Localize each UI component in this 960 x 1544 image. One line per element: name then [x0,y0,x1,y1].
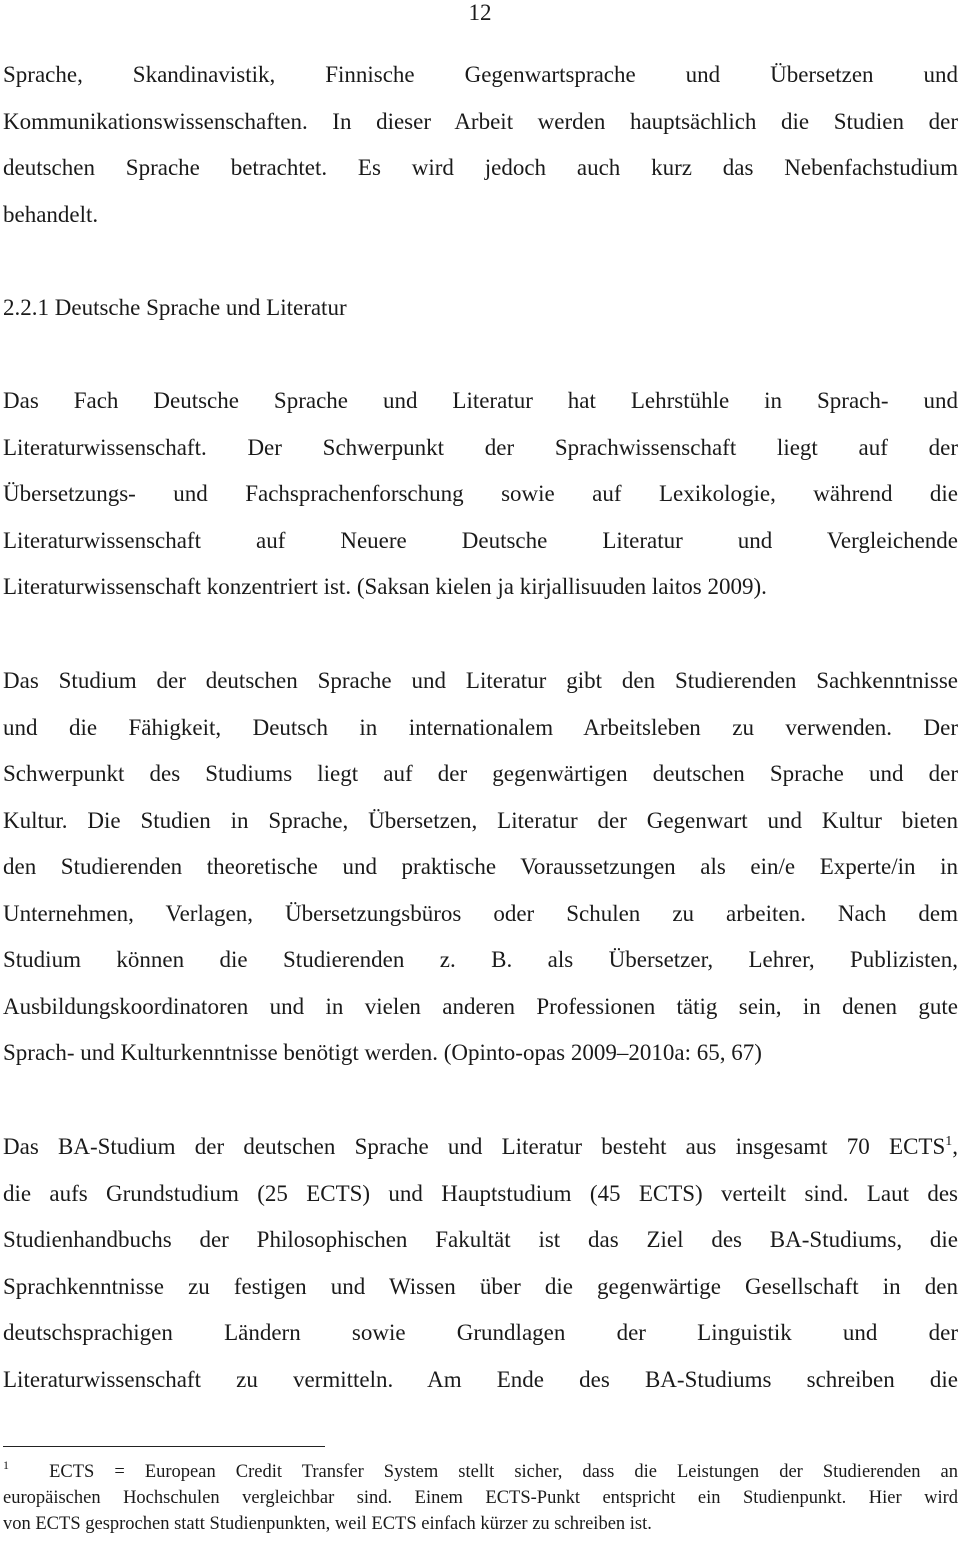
paragraph-4 [3,1124,958,1403]
paragraph-3 [3,658,958,1077]
text-segment: , [952,1134,958,1159]
footnote [3,1459,958,1537]
text-line: Schwerpunkt des Studiums liegt auf der gegenwärtigen deutschen Sprache und der [3,761,958,786]
text-line: Kultur. Die Studien in Sprache, Übersetzen, Literatur der Gegenwart und Kultur bieten [3,807,958,833]
text-line: Literaturwissenschaft. Der Schwerpunkt der Sprachwissenschaft liegt auf der [3,434,958,460]
text-line: und die Fähigkeit, Deutsch in internationalem Arbeitsleben zu verwenden. Der [3,714,958,740]
footnote-reference[interactable]: 1 [945,1134,953,1149]
page-number: 12 [468,0,492,25]
paragraph-1 [3,52,958,238]
text-line: Unternehmen, Verlagen, Übersetzungsbüros oder Schulen zu arbeiten. Nach dem [3,900,958,926]
text-line: Literaturwissenschaft auf Neuere Deutsche Literatur und Vergleichende [3,527,958,553]
footnote-text: ECTS = European Credit Transfer System stellt sicher, dass die Leistungen der Studierenden an [49,1462,958,1482]
text-line: die aufs Grundstudium (25 ECTS) und Hauptstudium (45 ECTS) verteilt sind. Laut des [3,1180,958,1206]
footnote-line [3,1459,958,1485]
footnote-mark: 1 [3,1458,9,1472]
text-line: Kommunikationswissenschaften. In dieser Arbeit werden hauptsächlich die Studien der [3,108,958,134]
text-line: Ausbildungskoordinatoren und in vielen anderen Professionen tätig sein, in denen gute [3,993,958,1019]
footnote-line: von ECTS gesprochen statt Studienpunkten, weil ECTS einfach kürzer zu schreiben ist. [3,1514,652,1534]
text-line [3,1124,958,1171]
text-line: Übersetzungs- und Fachsprachenforschung sowie auf Lexikologie, während die [3,481,958,506]
paragraph-2 [3,378,958,611]
text-line: Das Studium der deutschen Sprache und Literatur gibt den Studierenden Sachkenntnisse [3,668,958,693]
text-line: den Studierenden theoretische und praktische Voraussetzungen als ein/e Experte/in in [3,854,958,879]
footnote-separator [3,1446,325,1447]
text-line: Studienhandbuchs der Philosophischen Fakultät ist das Ziel des BA-Studiums, die [3,1227,958,1252]
text-line: deutschen Sprache betrachtet. Es wird jedoch auch kurz das Nebenfachstudium [3,155,958,180]
text-line: Das Fach Deutsche Sprache und Literatur hat Lehrstühle in Sprach- und [3,388,958,413]
text-segment: Das BA-Studium der deutschen Sprache und Literatur besteht aus insgesamt 70 ECTS [3,1134,946,1159]
text-line: Studium können die Studierenden z. B. als Übersetzer, Lehrer, Publizisten, [3,947,958,972]
text-line: Sprach- und Kulturkenntnisse benötigt werden. (Opinto-opas 2009–2010a: 65, 67) [3,1040,762,1065]
text-line: Literaturwissenschaft konzentriert ist. (Saksan kielen ja kirjallisuuden laitos 2009). [3,574,767,599]
text-line: behandelt. [3,201,99,227]
footnote-line: europäischen Hochschulen vergleichbar sind. Einem ECTS-Punkt entspricht ein Studienpunkt. Hier wird [3,1488,958,1508]
text-line: Literaturwissenschaft zu vermitteln. Am Ende des BA-Studiums schreiben die [3,1366,958,1392]
text-line: deutschsprachigen Ländern sowie Grundlagen der Linguistik und der [3,1320,958,1345]
text-line: Sprache, Skandinavistik, Finnische Gegenwartsprache und Übersetzen und [3,62,958,87]
section-heading: 2.2.1 Deutsche Sprache und Literatur [3,295,347,320]
text-line: Sprachkenntnisse zu festigen und Wissen über die gegenwärtige Gesellschaft in den [3,1273,958,1299]
